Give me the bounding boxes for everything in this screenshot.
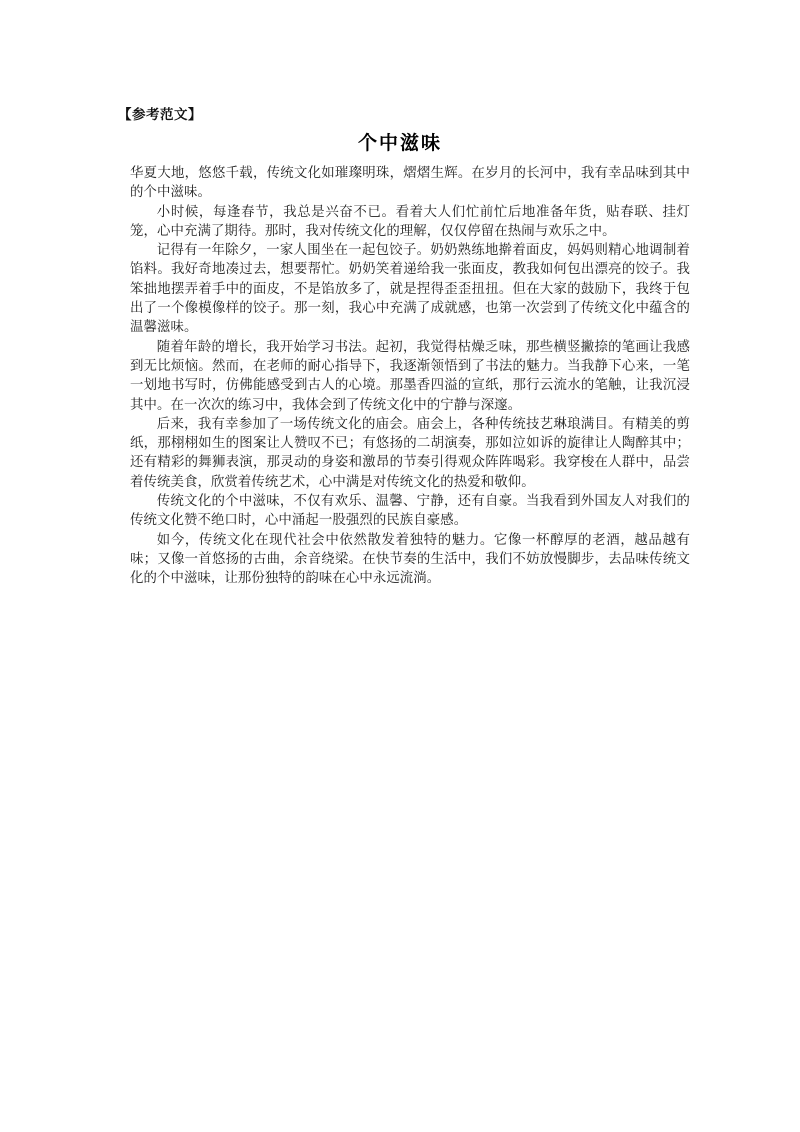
essay-paragraph-2: 小时候，每逢春节，我总是兴奋不已。看着大人们忙前忙后地准备年货，贴春联、挂灯笼，心中充满了期待。那时，我对传统文化的理解，仅仅停留在热闹与欢乐之中。 bbox=[130, 204, 690, 239]
essay-paragraph-1: 华夏大地，悠悠千载，传统文化如璀璨明珠，熠熠生辉。在岁月的长河中，我有幸品味到其中的个中滋味。 bbox=[130, 166, 690, 201]
essay-paragraph-5: 后来，我有幸参加了一场传统文化的庙会。庙会上，各种传统技艺琳琅满目。有精美的剪纸，那栩栩如生的图案让人赞叹不已；有悠扬的二胡演奏，那如泣如诉的旋律让人陶醉其中；还有精彩的舞狮表演，那灵动的身姿和激昂的节奏引得观众阵阵喝彩。我穿梭在人群中，品尝着传统美食，欣赏着传统艺术，心中满是对传统文化的热爱和敬仰。 bbox=[130, 416, 690, 490]
essay-body bbox=[130, 164, 690, 589]
essay-paragraph-7: 如今，传统文化在现代社会中依然散发着独特的魅力。它像一杯醇厚的老酒，越品越有味；又像一首悠扬的古曲，余音绕梁。在快节奏的生活中，我们不妨放慢脚步，去品味传统文化的个中滋味，让那份独特的韵味在心中永远流淌。 bbox=[130, 532, 690, 587]
essay-paragraph-3: 记得有一年除夕，一家人围坐在一起包饺子。奶奶熟练地擀着面皮，妈妈则精心地调制着馅料。我好奇地凑过去，想要帮忙。奶奶笑着递给我一张面皮，教我如何包出漂亮的饺子。我笨拙地摆弄着手中的面皮，不是馅放多了，就是捏得歪歪扭扭。但在大家的鼓励下，我终于包出了一个像模像样的饺子。那一刻，我心中充满了成就感，也第一次尝到了传统文化中蕴含的温馨滋味。 bbox=[130, 243, 690, 336]
section-label: 【参考范文】 bbox=[118, 107, 202, 123]
essay-paragraph-6: 传统文化的个中滋味，不仅有欢乐、温馨、宁静，还有自豪。当我看到外国友人对我们的传统文化赞不绝口时，心中涌起一股强烈的民族自豪感。 bbox=[130, 494, 690, 529]
essay-paragraph-4: 随着年龄的增长，我开始学习书法。起初，我觉得枯燥乏味，那些横竖撇捺的笔画让我感到无比烦恼。然而，在老师的耐心指导下，我逐渐领悟到了书法的魅力。当我静下心来，一笔一划地书写时，仿佛能感受到古人的心境。那墨香四溢的宣纸，那行云流水的笔触，让我沉浸其中。在一次次的练习中，我体会到了传统文化中的宁静与深邃。 bbox=[130, 339, 690, 413]
essay-title: 个中滋味 bbox=[357, 132, 442, 154]
